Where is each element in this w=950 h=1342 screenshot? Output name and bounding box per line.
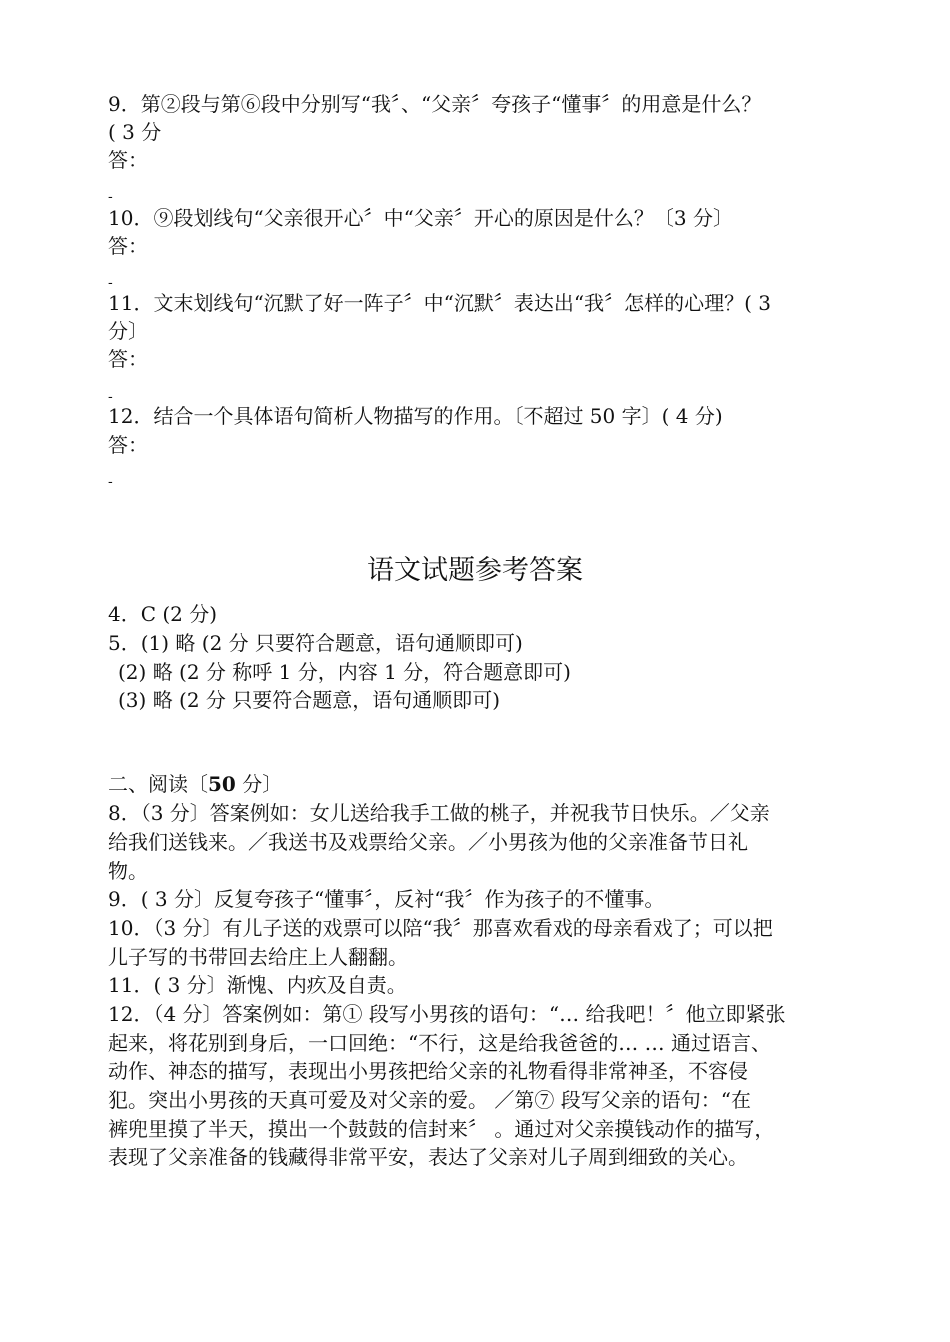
answer-9: 9．( 3 分〕反复夸孩子“懂事〞，反衬“我〞作为孩子的不懂事。 bbox=[108, 887, 665, 911]
section-heading-prefix: 二、阅读〔 bbox=[108, 772, 208, 796]
question-12-answer-blank: - bbox=[108, 474, 113, 490]
answer-5-1: 5．(1) 略 (2 分 只要符合题意，语句通顺即可) bbox=[108, 631, 523, 655]
answer-10-line: 10．（3 分〕有儿子送的戏票可以陪“我〞那喜欢看戏的母亲看戏了；可以把 bbox=[108, 916, 773, 940]
answer-5-2: (2) 略 (2 分 称呼 1 分，内容 1 分，符合题意即可) bbox=[118, 660, 571, 684]
question-11-text: 11．文末划线句“沉默了好一阵子〞中“沉默〞表达出“我〞怎样的心理？( 3 bbox=[108, 291, 772, 315]
answer-12-line: 裤兜里摸了半天，摸出一个鼓鼓的信封来〞 。通过对父亲摸钱动作的描写， bbox=[108, 1117, 775, 1141]
answer-5-3: (3) 略 (2 分 只要符合题意，语句通顺即可) bbox=[118, 688, 501, 712]
question-9-answer-blank: - bbox=[108, 189, 113, 205]
answer-8-line: 给我们送钱来。／我送书及戏票给父亲。／小男孩为他的父亲准备节日礼 bbox=[108, 830, 748, 854]
question-12-answer-label: 答： bbox=[108, 433, 148, 457]
answer-10-line: 儿子写的书带回去给庄上人翻翻。 bbox=[108, 945, 408, 969]
question-10-text: 10．⑨段划线句“父亲很开心〞中“父亲〞开心的原因是什么？〔3 分〕 bbox=[108, 206, 733, 230]
question-11-answer-blank: - bbox=[108, 389, 113, 405]
question-9-score: ( 3 分 bbox=[108, 120, 162, 144]
answer-12-line: 起来，将花别到身后，一口回绝：“不行，这是给我爸爸的… … 通过语言、 bbox=[108, 1031, 771, 1055]
question-10-answer-blank: - bbox=[108, 275, 113, 291]
answer-4: 4．C (2 分) bbox=[108, 602, 218, 626]
question-11-answer-label: 答： bbox=[108, 347, 148, 371]
question-11-score: 分〕 bbox=[108, 319, 148, 343]
question-12-text: 12．结合一个具体语句简析人物描写的作用。〔不超过 50 字〕( 4 分) bbox=[108, 404, 723, 428]
answer-11: 11．( 3 分〕渐愧、内疚及自责。 bbox=[108, 973, 407, 997]
section-heading bbox=[108, 770, 282, 798]
answer-12-line: 动作、神态的描写，表现出小男孩把给父亲的礼物看得非常神圣，不容侵 bbox=[108, 1059, 748, 1083]
question-9-text: 9．第②段与第⑥段中分别写“我〞、“父亲〞夸孩子“懂事〞的用意是什么？ bbox=[108, 92, 762, 116]
answer-8-line: 物。 bbox=[108, 859, 148, 883]
answer-8-line: 8．（3 分〕答案例如：女儿送给我手工做的桃子，并祝我节日快乐。／父亲 bbox=[108, 801, 770, 825]
section-heading-score: 50 bbox=[208, 772, 236, 796]
answer-12-line: 犯。突出小男孩的天真可爱及对父亲的爱。 ／第⑦ 段写父亲的语句：“在 bbox=[108, 1088, 751, 1112]
question-10-answer-label: 答： bbox=[108, 234, 148, 258]
answer-12-line: 12．（4 分〕答案例如：第① 段写小男孩的语句：“… 给我吧！〞他立即紧张 bbox=[108, 1002, 786, 1026]
answer-12-line: 表现了父亲准备的钱藏得非常平安，表达了父亲对儿子周到细致的关心。 bbox=[108, 1145, 748, 1169]
answer-key-title: 语文试题参考答案 bbox=[367, 555, 583, 586]
section-heading-suffix: 分〕 bbox=[235, 772, 283, 796]
question-9-answer-label: 答： bbox=[108, 148, 148, 172]
